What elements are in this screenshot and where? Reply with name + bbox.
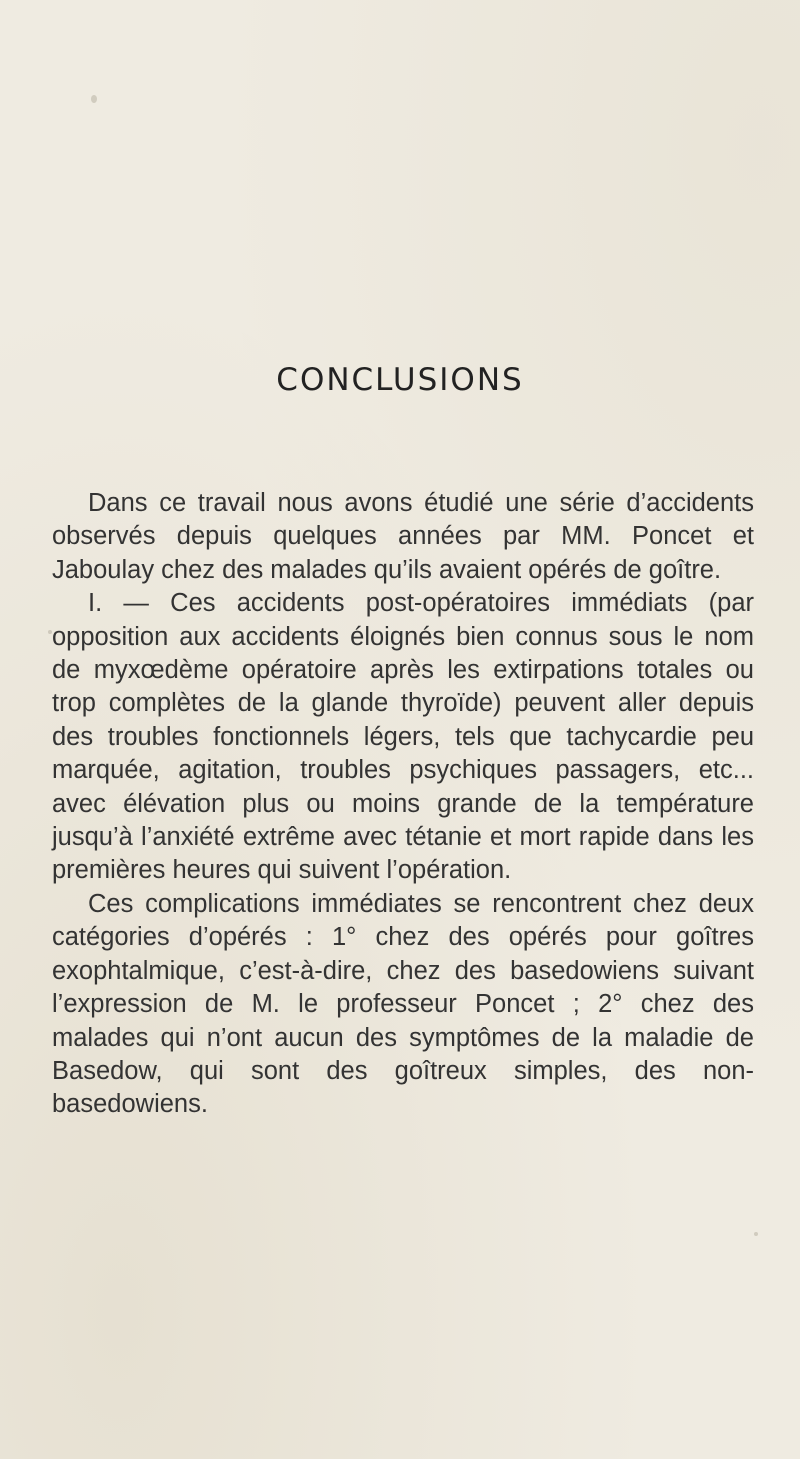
body-text [52,487,754,1122]
paper-spot [754,1232,758,1236]
page-title: CONCLUSIONS [276,362,524,398]
paper-spot [91,95,97,103]
paragraph-intro: Dans ce travail nous avons étudié une série d’accidents observés depuis quelques années par MM. Poncet et Jaboulay chez des malades qu’ils avaient opérés de goître. [52,489,754,584]
paragraph-complications: Ces complications immédiates se rencontrent chez deux catégories d’opérés : 1° chez des opérés pour goîtres exophtalmique, c’est-à-dire, chez des basedowiens suivant l’expression de M. le professeur Poncet ; 2° chez des malades qui n’ont aucun des symptômes de la maladie de Basedow, qui sont des goîtreux simples, des non-basedowiens. [52,889,754,1119]
paragraph-accidents: I. — Ces accidents post-opératoires immédiats (par opposition aux accidents éloignés bien connus sous le nom de myxœdème opératoire après les extirpations totales ou trop complètes de la glande thyroïde) peuvent aller depuis des troubles fonctionnels légers, tels que tachycardie peu marquée, agitation, troubles psychiques passagers, etc... avec élévation plus ou moins grande de la température jusqu’à l’anxiété extrême avec tétanie et mort rapide dans les premières heures qui suivent l’opération. [52,589,754,885]
